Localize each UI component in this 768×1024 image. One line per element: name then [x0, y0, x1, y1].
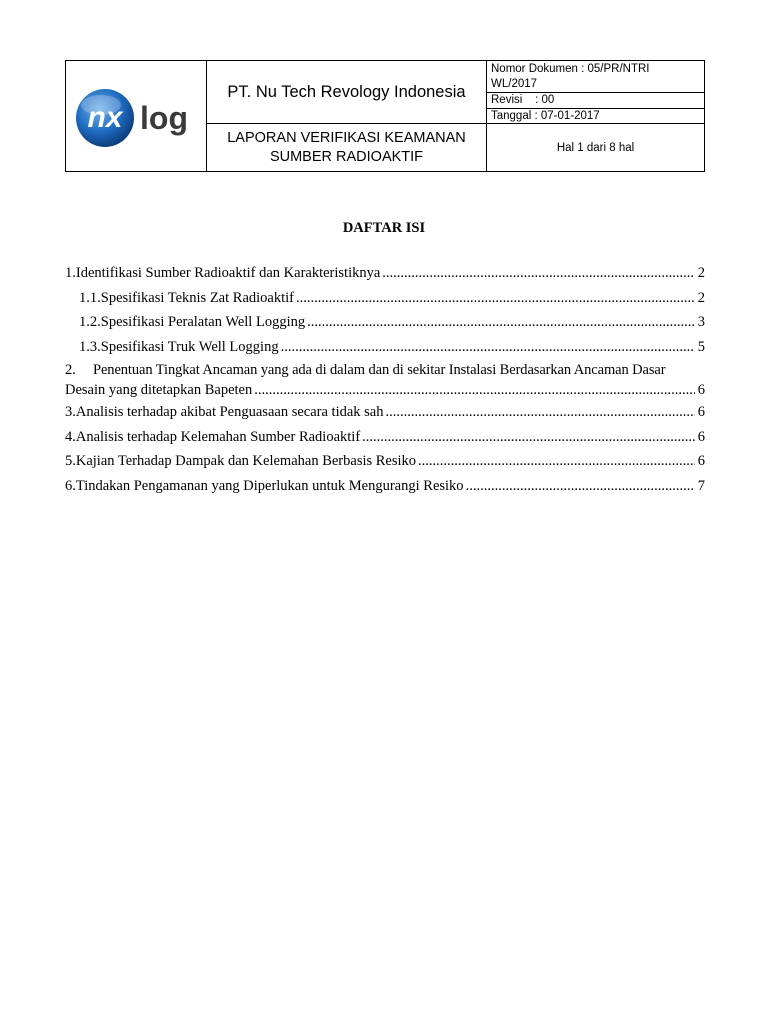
toc-entry-text: Kajian Terhadap Dampak dan Kelemahan Berbasis Resiko	[75, 453, 417, 469]
document-title-line1: LAPORAN VERIFIKASI KEAMANAN	[227, 129, 466, 146]
toc-entry-page: 3	[697, 314, 705, 330]
toc-title: DAFTAR ISI	[342, 220, 426, 236]
toc-entry-text: Analisis terhadap Kelemahan Sumber Radioaktif	[75, 429, 361, 445]
toc-entry[interactable]	[65, 451, 705, 471]
toc-leader	[254, 380, 695, 400]
page-info: Hal 1 dari 8 hal	[556, 141, 635, 154]
toc-entry-page: 2	[697, 290, 705, 306]
toc-entry-page: 6	[697, 404, 705, 420]
toc-entry-number: 4.	[65, 429, 76, 445]
doc-number-line1: Nomor Dokumen : 05/PR/NTRI	[491, 63, 650, 75]
toc-leader	[466, 476, 695, 496]
toc-entry-number: 5.	[65, 453, 76, 469]
toc-entry-number: 3.	[65, 404, 76, 420]
company-name: PT. Nu Tech Revology Indonesia	[207, 61, 487, 124]
toc-leader	[362, 427, 695, 447]
toc-entry[interactable]	[79, 337, 705, 357]
toc-entry-number: 1.	[65, 265, 76, 281]
toc-leader	[385, 402, 694, 422]
toc-entry-number: 1.2.	[79, 314, 101, 330]
toc-entry-number: 1.3.	[79, 339, 101, 355]
toc-entry-number: 1.1.	[79, 290, 101, 306]
svg-text:nx: nx	[87, 101, 123, 134]
toc-leader	[281, 337, 695, 357]
document-title	[207, 124, 487, 171]
document-meta	[487, 61, 704, 124]
toc-leader	[307, 312, 695, 332]
toc-entry-page: 7	[697, 478, 705, 494]
doc-number	[487, 62, 704, 93]
document-title-line2: SUMBER RADIOAKTIF	[269, 148, 424, 165]
toc-entry-text: Spesifikasi Peralatan Well Logging	[100, 314, 306, 330]
toc-entry-page: 6	[697, 453, 705, 469]
toc-entry-text: Spesifikasi Truk Well Logging	[100, 339, 279, 355]
revision: Revisi : 00	[487, 93, 704, 109]
nxlog-logo	[74, 87, 199, 149]
toc-entry[interactable]	[65, 427, 705, 447]
toc-entry[interactable]	[79, 312, 705, 332]
svg-text:log: log	[140, 100, 188, 136]
toc-entry[interactable]	[65, 476, 705, 496]
toc-entry[interactable]	[79, 288, 705, 308]
doc-number-line2: WL/2017	[491, 78, 538, 90]
toc-entry-text-continued: Desain yang ditetapkan Bapeten	[65, 382, 253, 398]
toc-entry[interactable]	[65, 263, 705, 283]
toc-entry-page: 5	[697, 339, 705, 355]
toc-entry-text: Identifikasi Sumber Radioaktif dan Karakteristiknya	[75, 265, 381, 281]
logo-cell	[66, 61, 207, 171]
document-header	[65, 60, 705, 172]
toc-entry-text: Tindakan Pengamanan yang Diperlukan untuk Mengurangi Resiko	[75, 478, 464, 494]
toc-entry-number: 6.	[65, 478, 76, 494]
toc-entry[interactable]	[65, 360, 705, 400]
toc-entry-page: 6	[697, 429, 705, 445]
toc-entry-text: Spesifikasi Teknis Zat Radioaktif	[100, 290, 294, 306]
toc-entry-page: 2	[697, 265, 705, 281]
toc-leader	[296, 288, 695, 308]
toc-entry-number: 2.	[65, 362, 76, 378]
toc-leader	[382, 263, 694, 283]
toc-entry-page: 6	[697, 382, 705, 398]
date: Tanggal : 07-01-2017	[491, 110, 600, 122]
toc-entry-text: Analisis terhadap akibat Penguasaan secara tidak sah	[75, 404, 384, 420]
toc-entry-text: Penentuan Tingkat Ancaman yang ada di dalam dan di sekitar Instalasi Berdasarkan Ancaman Dasar	[93, 362, 666, 378]
toc-leader	[418, 451, 695, 471]
toc-entry[interactable]	[65, 402, 705, 422]
